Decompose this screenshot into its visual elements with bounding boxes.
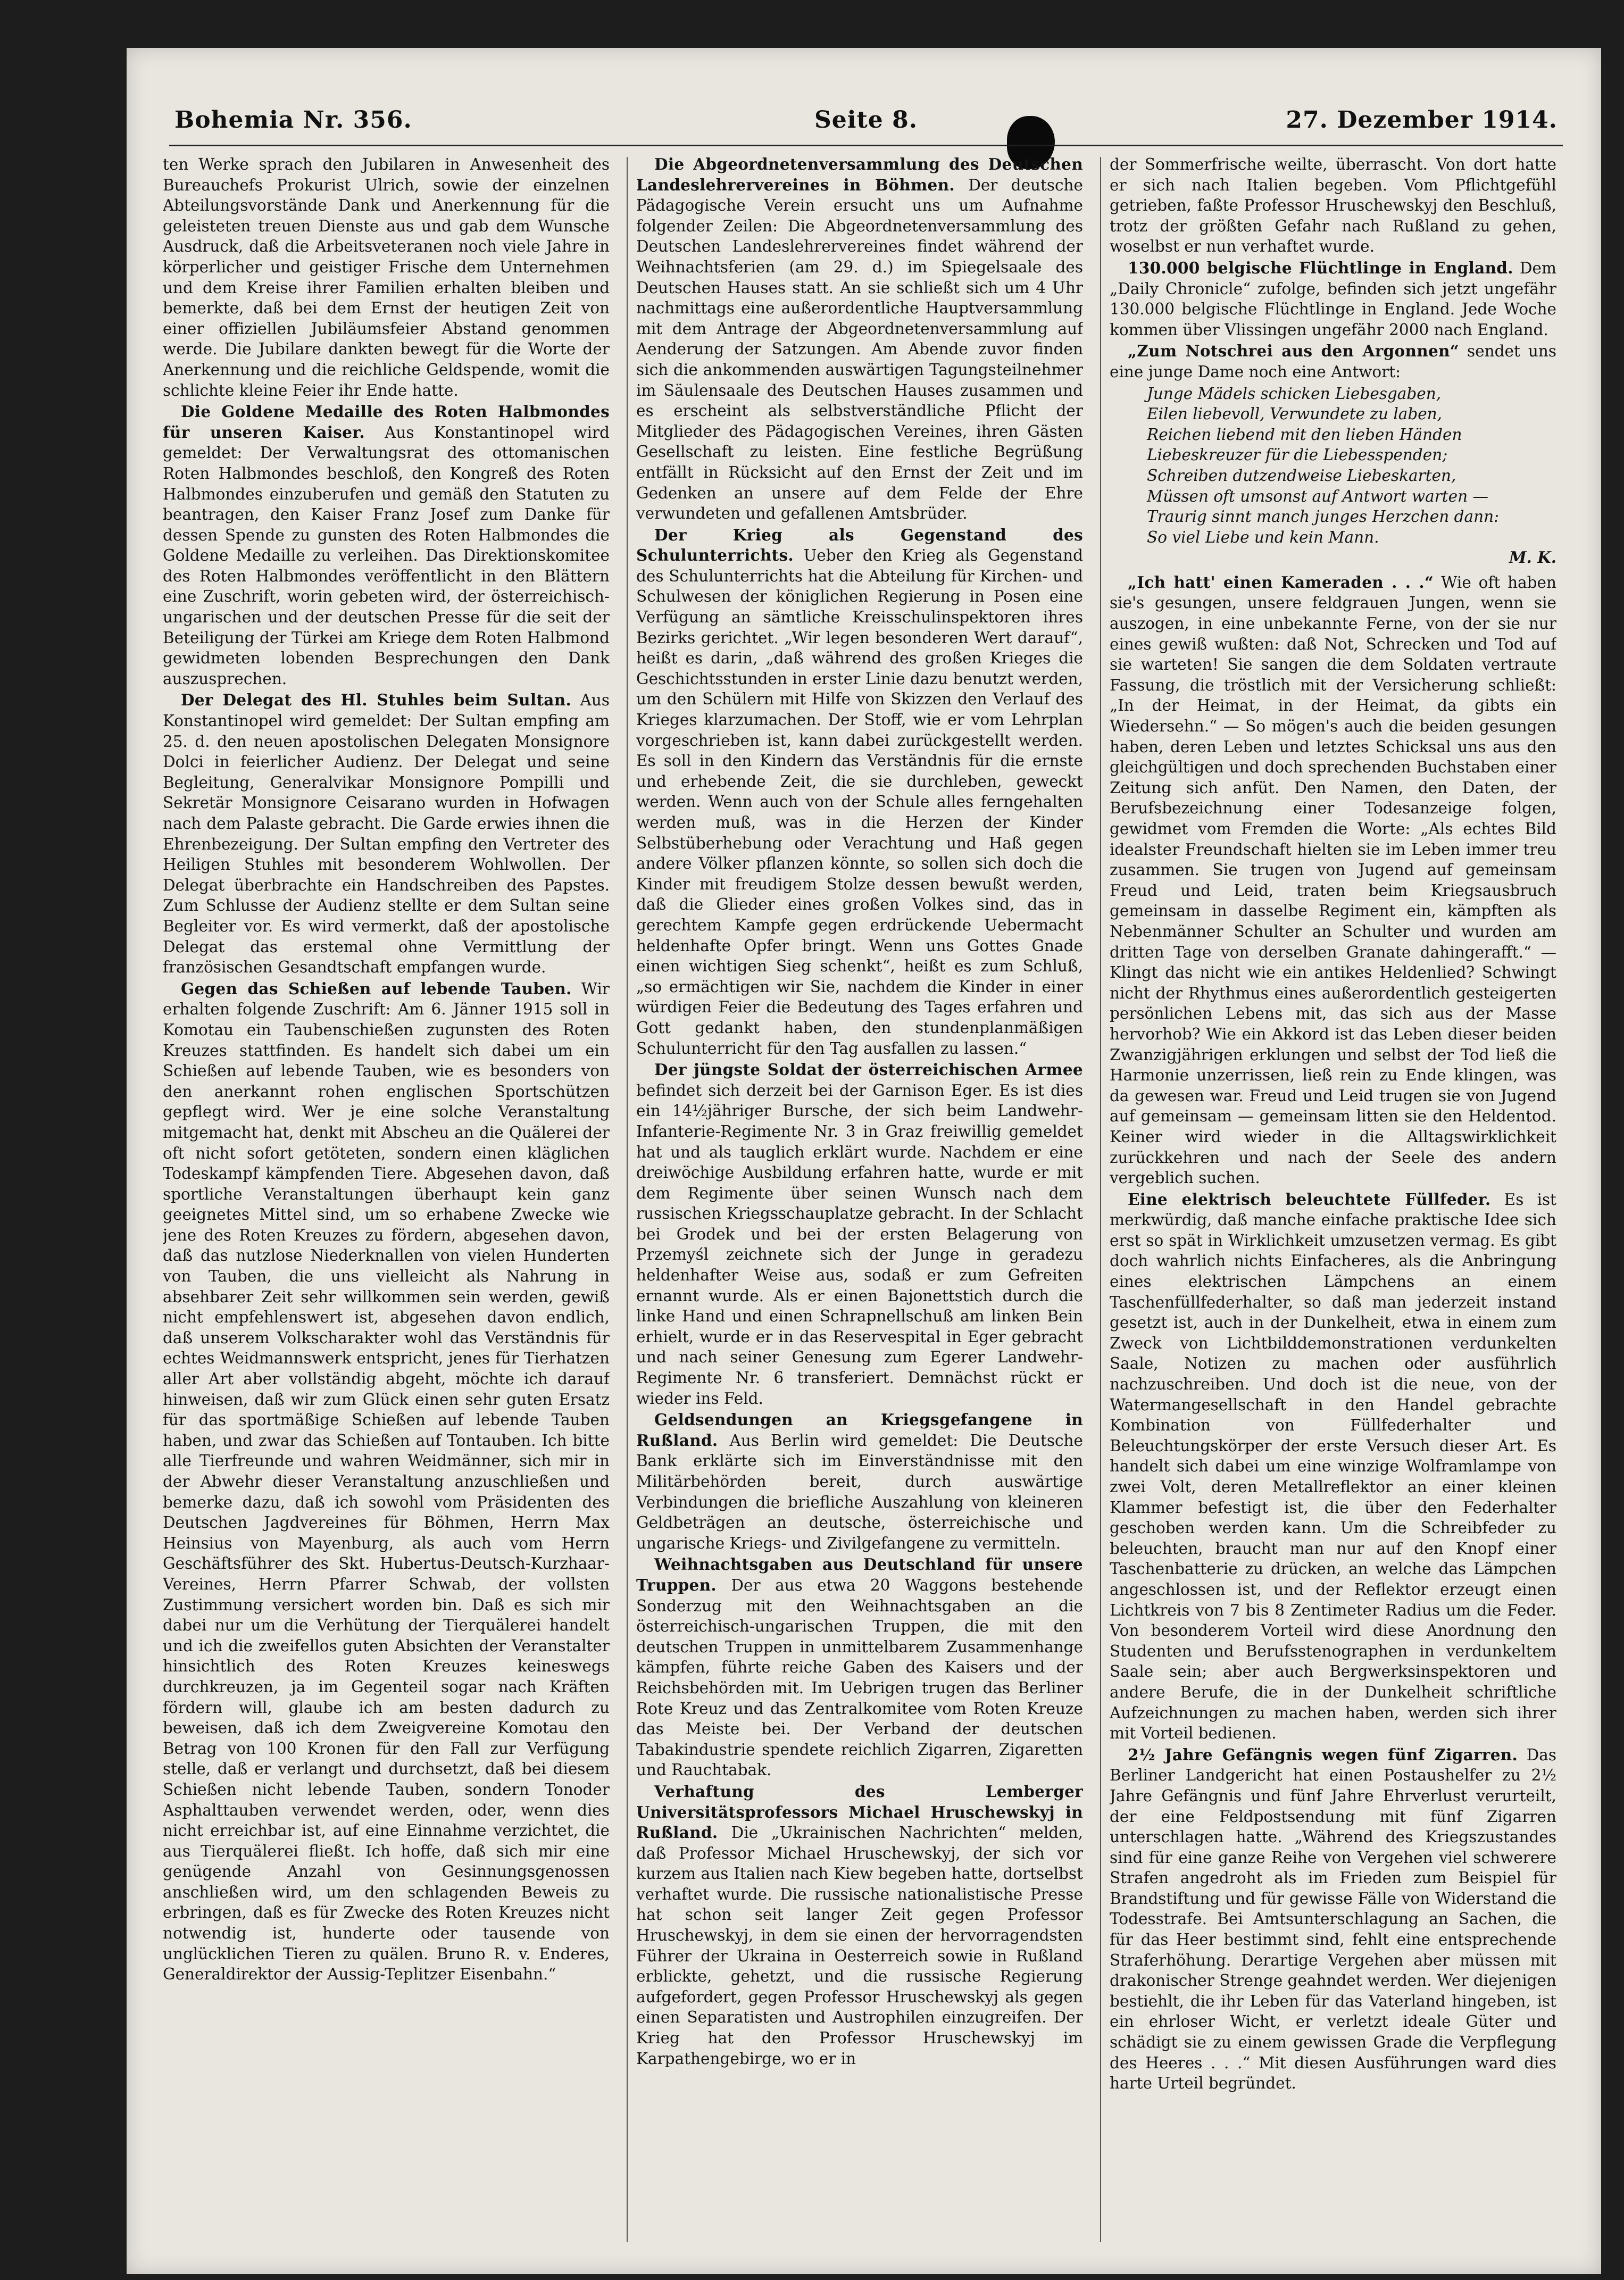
article-headline: „Zum Notschrei aus den Argonnen“: [1128, 342, 1460, 361]
article-text: Der deutsche Pädagogische Verein ersucht uns um Aufnahme folgender Zeilen: Die Abgeordnetenversammlung des Deutschen Landeslehrervereines findet während der Weihnachtsferien (am 29. d.) im Spiegelsaale des Deutschen Hauses statt. An sie schließt sich um 4 Uhr nachmittags eine außerordentliche Hauptversammlung mit dem Antrage der Abgeordnetenversammlung auf Aenderung der Satzungen. Am Abende zuvor finden sich die ankommenden auswärtigen Tagungsteilnehmer im Säulensaale des Deutschen Hauses zusammen und es erscheint als selbstverständliche Pflicht der Mitglieder des Pädagogischen Vereines, ihren Gästen Gesellschaft zu leisten. Eine festliche Begrüßung entfällt in Rücksicht auf den Ernst der Zeit und im Gedenken an unsere auf dem Felde der Ehre verwundeten und gefallenen Amtsbrüder.: [636, 176, 1083, 523]
article-text: Aus Berlin wird gemeldet: Die Deutsche Bank erklärte sich im Einverständnisse mit den Militärbehörden bereit, durch auswärtige Verbindungen die briefliche Auszahlung von kleineren Geldbeträgen an deutsche, österreichische und ungarische Kriegs- und Zivilgefangene zu vermitteln.: [636, 1431, 1083, 1552]
article-headline: 130.000 belgische Flüchtlinge in England.: [1128, 258, 1513, 277]
newspaper-page: [127, 48, 1601, 2274]
header-newspaper: Bohemia Nr. 356.: [174, 106, 412, 134]
article-headline: Die Abgeordnetenversammlung des Deutschen Landeslehrervereines in Böhmen.: [636, 155, 1083, 194]
article-text: sendet uns eine junge Dame noch eine Antwort:: [1110, 342, 1556, 381]
article-text: Der aus etwa 20 Waggons bestehende Sonderzug mit den Weihnachtsgaben an die österreichisch-ungarischen Truppen, die mit den deutschen Truppen in unmittelbarem Zusammenhange kämpfen, führte reiche Gaben des Kaisers und der Reichsbehörden mit. Im Uebrigen trugen das Berliner Rote Kreuz und das Zentralkomitee vom Roten Kreuze das Meiste bei. Der Verband der deutschen Tabakindustrie spendete reichlich Zigarren, Zigaretten und Rauchtabak.: [636, 1576, 1083, 1779]
column-divider-1: [627, 157, 628, 2242]
article-medaille: [163, 402, 610, 689]
article-headline: Geldsendungen an Kriegsgefangene in Rußland.: [636, 1410, 1083, 1450]
article-tauben: [163, 979, 610, 1985]
article-headline: 2½ Jahre Gefängnis wegen fünf Zigarren.: [1128, 1745, 1518, 1764]
column-3: [1110, 154, 1556, 2250]
article-text: Wie oft haben sie's gesungen, unsere feldgrauen Jungen, wenn sie auszogen, in eine unbekannte Ferne, von der sie nur eines gewiß wußten: daß Not, Schrecken und Tod auf sie warteten! Sie sangen die dem Soldaten vertraute Fassung, die tröstlich mit der Versicherung schließt: „In der Heimat, in der Heimat, da gibts ein Wiedersehn.“ — So mögen's auch die beiden gesungen haben, deren Leben und letztes Schicksal uns aus den gleichgültigen und doch sprechenden Buchstaben einer Zeitung sich anfüt. Den Namen, den Daten, der Berufsbezeichnung einer Todesanzeige folgen, gewidmet vom Fremden die Worte: „Als echtes Bild idealster Freundschaft hielten sie im Leben immer treu zusammen. Sie trugen von Jugend auf gemeinsam Freud und Leid, traten beim Kriegsausbruch gemeinsam in dasselbe Regiment ein, kämpften als Nebenmänner Schulter an Schulter und wurden am dritten Tage von derselben Granate dahingerafft.“ — Klingt das nicht wie ein antikes Heldenlied? Schwingt nicht der Rhythmus eines außerordentlich gesteigerten persönlichen Lebens mit, das sich aus der Masse hervorhob? Wie ein Akkord ist das Leben dieser beiden Zwanzigjährigen erklungen und selbst der Tod ließ die Harmonie unzerrissen, ließ rein zu Ende klingen, was da gewesen war. Freud und Leid trugen sie von Jugend auf gemeinsam — gemeinsam litten sie den Heldentod. Keiner wird wieder in die Alltagswirklichkeit zurückkehren und nach der Seele des andern vergeblich suchen.: [1110, 573, 1556, 1187]
article-headline: „Ich hatt' einen Kameraden . . .“: [1128, 572, 1434, 592]
article-text: ten Werke sprach den Jubilaren in Anwesenheit des Bureauchefs Prokurist Ulrich, sowie der einzelnen Abteilungsvorstände Dank und Anerkennung für die geleisteten treuen Dienste aus und gab dem Wunsche Ausdruck, daß die Arbeitsveteranen noch viele Jahre in körperlicher und geistiger Frische dem Unternehmen und dem Kreise ihrer Familien erhalten bleiben und bemerkte, daß bei dem Ernst der heutigen Zeit von einer offiziellen Jubiläumsfeier Abstand genommen werde. Die Jubilare dankten bewegt für die Worte der Anerkennung und die reichliche Geldspende, womit die schlichte kleine Feier ihr Ende hatte.: [163, 155, 610, 400]
article-delegat: [163, 690, 610, 977]
article-zigarren: [1110, 1745, 1556, 2094]
article-headline: Verhaftung des Lemberger Universitätsprofessors Michael Hruschewskyj in Rußland.: [636, 1782, 1083, 1842]
poem-line: Junge Mädels schicken Liebesgaben,: [1147, 384, 1442, 403]
poem-line: Reichen liebend mit den lieben Händen: [1147, 425, 1462, 444]
article-text: Aus Konstantinopel wird gemeldet: Der Sultan empfing am 25. d. den neuen apostolischen Delegaten Monsignore Dolci in feierlicher Audienz. Der Delegat und seine Begleitung, Generalvikar Monsignore Pompilli und Sekretär Monsignore Ceisarano wurden in Hofwagen nach dem Palaste gebracht. Die Garde erwies ihnen die Ehrenbezeigung. Der Sultan empfing den Vertreter des Heiligen Stuhles mit besonderem Wohlwollen. Der Delegat überbrachte ein Handschreiben des Papstes. Zum Schlusse der Audienz stellte er dem Sultan seine Begleiter vor. Es wird vermerkt, daß der apostolische Delegat das erstemal ohne Vermittlung der französischen Gesandtschaft empfangen wurde.: [163, 691, 610, 977]
article-text: Ueber den Krieg als Gegenstand des Schulunterrichts hat die Abteilung für Kirchen- und Schulwesen der königlichen Regierung in Posen eine Verfügung an sämtliche Kreisschulinspektoren ihres Bezirks gerichtet. „Wir legen besonderen Wert darauf“, heißt es darin, „daß während des großen Krieges die Geschichtsstunden in erster Linie dazu benutzt werden, um den Schülern mit Hilfe von Skizzen den Verlauf des Krieges klarzumachen. Der Stoff, wie er vom Lehrplan vorgeschrieben ist, kann dabei zurückgestellt werden. Es soll in den Kindern das Verständnis für die ernste und erhebende Zeit, die sie durchleben, geweckt werden. Wenn auch von der Schule alles ferngehalten werden muß, was in die Herzen der Kinder Selbstüberhebung oder Verachtung und Haß gegen andere Völker pflanzen könnte, so sollen sich doch die Kinder mit freudigem Stolze dessen bewußt werden, daß die Glieder eines großen Volkes sind, das in gerechtem Kampfe gegen erdrückende Uebermacht heldenhafte Opfer bringt. Wenn uns Gottes Gnade einen wichtigen Sieg schenkt“, heißt es zum Schluß, „so ermächtigen wir Sie, nachdem die Kinder in einer würdigen Feier die Bedeutung des Tages erfahren und Gott gedankt haben, den stundenplanmäßigen Schulunterricht für den Tag ausfallen zu lassen.“: [636, 546, 1083, 1058]
article-text: Das Berliner Landgericht hat einen Postaushelfer zu 2½ Jahre Gefängnis und fünf Jahre Ehrverlust verurteilt, der eine Feldpostsendung mit fünf Zigarren unterschlagen hatte. „Während des Kriegszustandes sind für eine ganze Reihe von Vergehen viel schwerere Strafen angedroht als im Frieden zum Beispiel für Brandstiftung und für gewisse Fälle von Widerstand die Todesstrafe. Bei Amtsunterschlagung an Sachen, die für das Heer bestimmt sind, fehlt eine entsprechende Straferhöhung. Derartige Vergehen aber müssen mit drakonischer Strenge geahndet werden. Wer diejenigen bestiehlt, die ihr Leben für das Vaterland hingeben, ist ein ehrloser Wicht, er verletzt ideale Güter und schädigt sie zu einem gewissen Grade die Verpflegung des Heeres . . .“ Mit diesen Ausführungen ward dies harte Urteil begründet.: [1110, 1745, 1556, 2093]
article-headline: Gegen das Schießen auf lebende Tauben.: [181, 979, 572, 998]
column-2: [636, 154, 1083, 2250]
article-text: der Sommerfrische weilte, überrascht. Von dort hatte er sich nach Italien begeben. Vom Pflichtgefühl getrieben, faßte Professor Hruschewskyj den Beschluß, trotz der größten Gefahr nach Rußland zu gehen, woselbst er nun verhaftet wurde.: [1110, 155, 1556, 256]
article-verhaftung-end: [1110, 154, 1556, 257]
article-juengster-soldat: [636, 1060, 1083, 1409]
article-text: Es ist merkwürdig, daß manche einfache praktische Idee sich erst so spät in Wirklichkeit umzusetzen vermag. Es gibt doch wahrlich nichts Einfacheres, als die Anbringung eines elektrischen Lämpchens an einem Taschenfüllfederhalter, so daß man jederzeit instand gesetzt ist, auch in der Dunkelheit, etwa in einem zum Zweck von Lichtbilddemonstrationen verdunkelten Saale, Notizen zu machen oder ausführlich nachzuschreiben. Und doch ist die neue, von der Watermangesellschaft in den Handel gebrachte Kombination von Füllfederhalter und Beleuchtungskörper der erste Versuch dieser Art. Es handelt sich dabei um eine winzige Wolframlampe von zwei Volt, deren Metallreflektor an einer kleinen Klammer befestigt ist, die über den Federhalter geschoben werden kann. Um die Schreibfeder zu beleuchten, braucht man nur auf den Knopf einer Taschenbatterie zu drücken, an welche das Lämpchen angeschlossen ist, und der Reflektor erzeugt einen Lichtkreis von 7 bis 8 Zentimeter Radius um die Feder. Von besonderem Vorteil wird diese Anordnung den Studenten und Berufsstenographen in verdunkeltem Saale sein; aber auch Bergwerksinspektoren und andere Berufe, die in der Dunkelheit schriftliche Aufzeichnungen zu machen haben, werden sich ihrer mit Vorteil bedienen.: [1110, 1190, 1556, 1743]
article-kameraden: [1110, 572, 1556, 1188]
article-verhaftung: [636, 1782, 1083, 2069]
column-1: [163, 154, 610, 2250]
header-page-number: Seite 8.: [814, 106, 918, 134]
article-notschrei: [1110, 341, 1556, 382]
article-text: Aus Konstantinopel wird gemeldet: Der Verwaltungsrat des ottomanischen Roten Halbmondes beschloß, den Kongreß des Roten Halbmondes einzuberufen und gemäß den Statuten zu beantragen, den Kaiser Franz Josef zum Danke für dessen Spende zu gunsten des Roten Halbmondes die Goldene Medaille zu verleihen. Das Direktionskomitee des Roten Halbmondes veröffentlicht in den Blättern eine Zuschrift, worin gebeten wird, der österreichisch-ungarischen und der deutschen Presse für die seit der Beteiligung der Türkei am Kriege dem Roten Halbmond gewidmeten lobenden Besprechungen den Dank auszusprechen.: [163, 423, 610, 688]
article-weihnachtsgaben: [636, 1554, 1083, 1780]
article-headline: Die Goldene Medaille des Roten Halbmondes für unseren Kaiser.: [163, 402, 610, 442]
article-headline: Weihnachtsgaben aus Deutschland für unsere Truppen.: [636, 1555, 1083, 1594]
article-headline: Der Delegat des Hl. Stuhles beim Sultan.: [181, 690, 572, 710]
poem-line: So viel Liebe und kein Mann.: [1147, 528, 1379, 546]
article-geldsendungen: [636, 1410, 1083, 1553]
article-headline: Der jüngste Soldat der österreichischen Armee: [654, 1060, 1083, 1079]
poem-line: Liebeskreuzer für die Liebesspenden;: [1147, 446, 1448, 464]
page-header: [174, 106, 1558, 149]
header-date: 27. Dezember 1914.: [1286, 106, 1558, 134]
column-divider-2: [1100, 157, 1101, 2242]
article-text: Die „Ukrainischen Nachrichten“ melden, daß Professor Michael Hruschewskyj, der sich vor kurzem aus Italien nach Kiew begeben hatte, dortselbst verhaftet wurde. Die russische nationalistische Presse hat schon seit langer Zeit gegen Professor Hruschewskyj, in dem sie einen der hervorragendsten Führer der Ukraina in Oesterreich sowie in Rußland erblickte, gehetzt, und die russische Regierung aufgefordert, gegen Professor Hruschewskyj als gegen einen Separatisten und Austrophilen einzugreifen. Der Krieg hat den Professor Hruschewskyj im Karpathengebirge, wo er in: [636, 1824, 1083, 2068]
header-rule: [169, 145, 1563, 146]
article-text: Dem „Daily Chronicle“ zufolge, befinden sich jetzt ungefähr 130.000 belgische Flüchtlinge in England. Jede Woche kommen über Vlissingen ungefähr 2000 nach England.: [1110, 259, 1556, 339]
poem-line: Schreiben dutzendweise Liebeskarten,: [1147, 466, 1456, 485]
article-text: befindet sich derzeit bei der Garnison Eger. Es ist dies ein 14½jähriger Bursche, der sich beim Landwehr-Infanterie-Regimente Nr. 3 in Graz freiwillig gemeldet hat und als tauglich erklärt wurde. Nachdem er eine dreiwöchige Ausbildung erfahren hatte, wurde er mit dem Regimente über seinen Wunsch nach dem russischen Kriegsschauplatze gebracht. In der Schlacht bei Grodek und bei der ersten Belagerung von Przemyśl zeichnete sich der Junge in geradezu heldenhafter Weise aus, sodaß er zum Gefreiten ernannt wurde. Als er einen Bajonettstich durch die linke Hand und einen Schrapnellschuß am linken Bein erhielt, wurde er in das Reservespital in Eger gebracht und nach seiner Genesung zum Egerer Landwehr-Regimente Nr. 6 transferiert. Demnächst rückt er wieder ins Feld.: [636, 1081, 1083, 1408]
article-fuellfeder: [1110, 1189, 1556, 1744]
article-headline: Der Krieg als Gegenstand des Schulunterrichts.: [636, 525, 1083, 565]
poem-line: Eilen liebevoll, Verwundete zu laben,: [1147, 405, 1443, 423]
poem-line: Traurig sinnt manch junges Herzchen dann:: [1147, 507, 1500, 526]
article-jubilare-end: [163, 154, 610, 401]
article-text: Wir erhalten folgende Zuschrift: Am 6. Jänner 1915 soll in Komotau ein Taubenschießen zugunsten des Roten Kreuzes stattfinden. Es handelt sich dabei um ein Schießen auf lebende Tauben, wie es besonders von den anerkannt rohen englischen Sportschützen gepflegt wird. Wer je eine solche Veranstaltung mitgemacht hat, denkt mit Abscheu an die Quälerei der oft nicht sofort getöteten, sondern einen kläglichen Todeskampf kämpfenden Tiere. Abgesehen davon, daß sportliche Veranstaltungen überhaupt kein ganz geeignetes Mittel sind, um so erhabene Zwecke wie jene des Roten Kreuzes zu fördern, abgesehen davon, daß das nutzlose Niederknallen von vielen Hunderten von Tauben, die uns vielleicht als Nahrung in absehbarer Zeit sehr willkommen sein werden, gewiß nicht empfehlenswert ist, abgesehen davon endlich, daß unserem Volkscharakter wohl das Verständnis für echtes Weidmannswerk entspricht, jenes für Tierhatzen aller Art aber vollständig abgeht, möchte ich darauf hinweisen, daß wir zum Glück einen sehr guten Ersatz für das sportmäßige Schießen auf lebende Tauben haben, und zwar das Schießen auf Tontauben. Ich bitte alle Tierfreunde und wahren Weidmänner, sich mir in der Abwehr dieser Veranstaltung anzuschließen und bemerke dazu, daß ich sowohl vom Präsidenten des Deutschen Jagdvereines für Böhmen, Herrn Max Heinsius von Mayenburg, als auch vom Herrn Geschäftsführer des Skt. Hubertus-Deutsch-Kurzhaar-Vereines, Herrn Pfarrer Schwab, der vollsten Zustimmung versichert worden bin. Daß es sich mir dabei nur um die Verhütung der Tierquälerei handelt und ich die zweifellos guten Absichten der Veranstalter hinsichtlich des Roten Kreuzes keineswegs durchkreuzen, ja im Gegenteil sogar nach Kräften fördern will, glaube ich am besten dadurch zu beweisen, daß ich dem Zweigvereine Komotau den Betrag von 100 Kronen für den Fall zur Verfügung stelle, daß er verlangt und durchsetzt, daß bei diesem Schießen nicht lebende Tauben, sondern Tonoder Asphalttauben verwendet werden, oder, wenn dies nicht erreichbar ist, auf eine Einnahme verzichtet, die aus Tierquälerei fließt. Ich hoffe, daß sich mir eine genügende Anzahl von Gesinnungsgenossen anschließen wird, um den schlagenden Beweis zu erbringen, daß es für Zwecke des Roten Kreuzes nicht notwendig ist, hunderte oder tausende von unglücklichen Tieren zu quälen. Bruno R. v. Enderes, Generaldirektor der Aussig-Teplitzer Eisenbahn.“: [163, 979, 610, 1984]
poem: [1147, 384, 1556, 568]
article-krieg-unterricht: [636, 525, 1083, 1059]
article-lehrerverein: [636, 154, 1083, 524]
poem-signature: M. K.: [1509, 548, 1556, 567]
article-fluechtlinge: [1110, 258, 1556, 340]
poem-line: Müssen oft umsonst auf Antwort warten —: [1147, 487, 1488, 505]
article-headline: Eine elektrisch beleuchtete Füllfeder.: [1128, 1189, 1491, 1209]
